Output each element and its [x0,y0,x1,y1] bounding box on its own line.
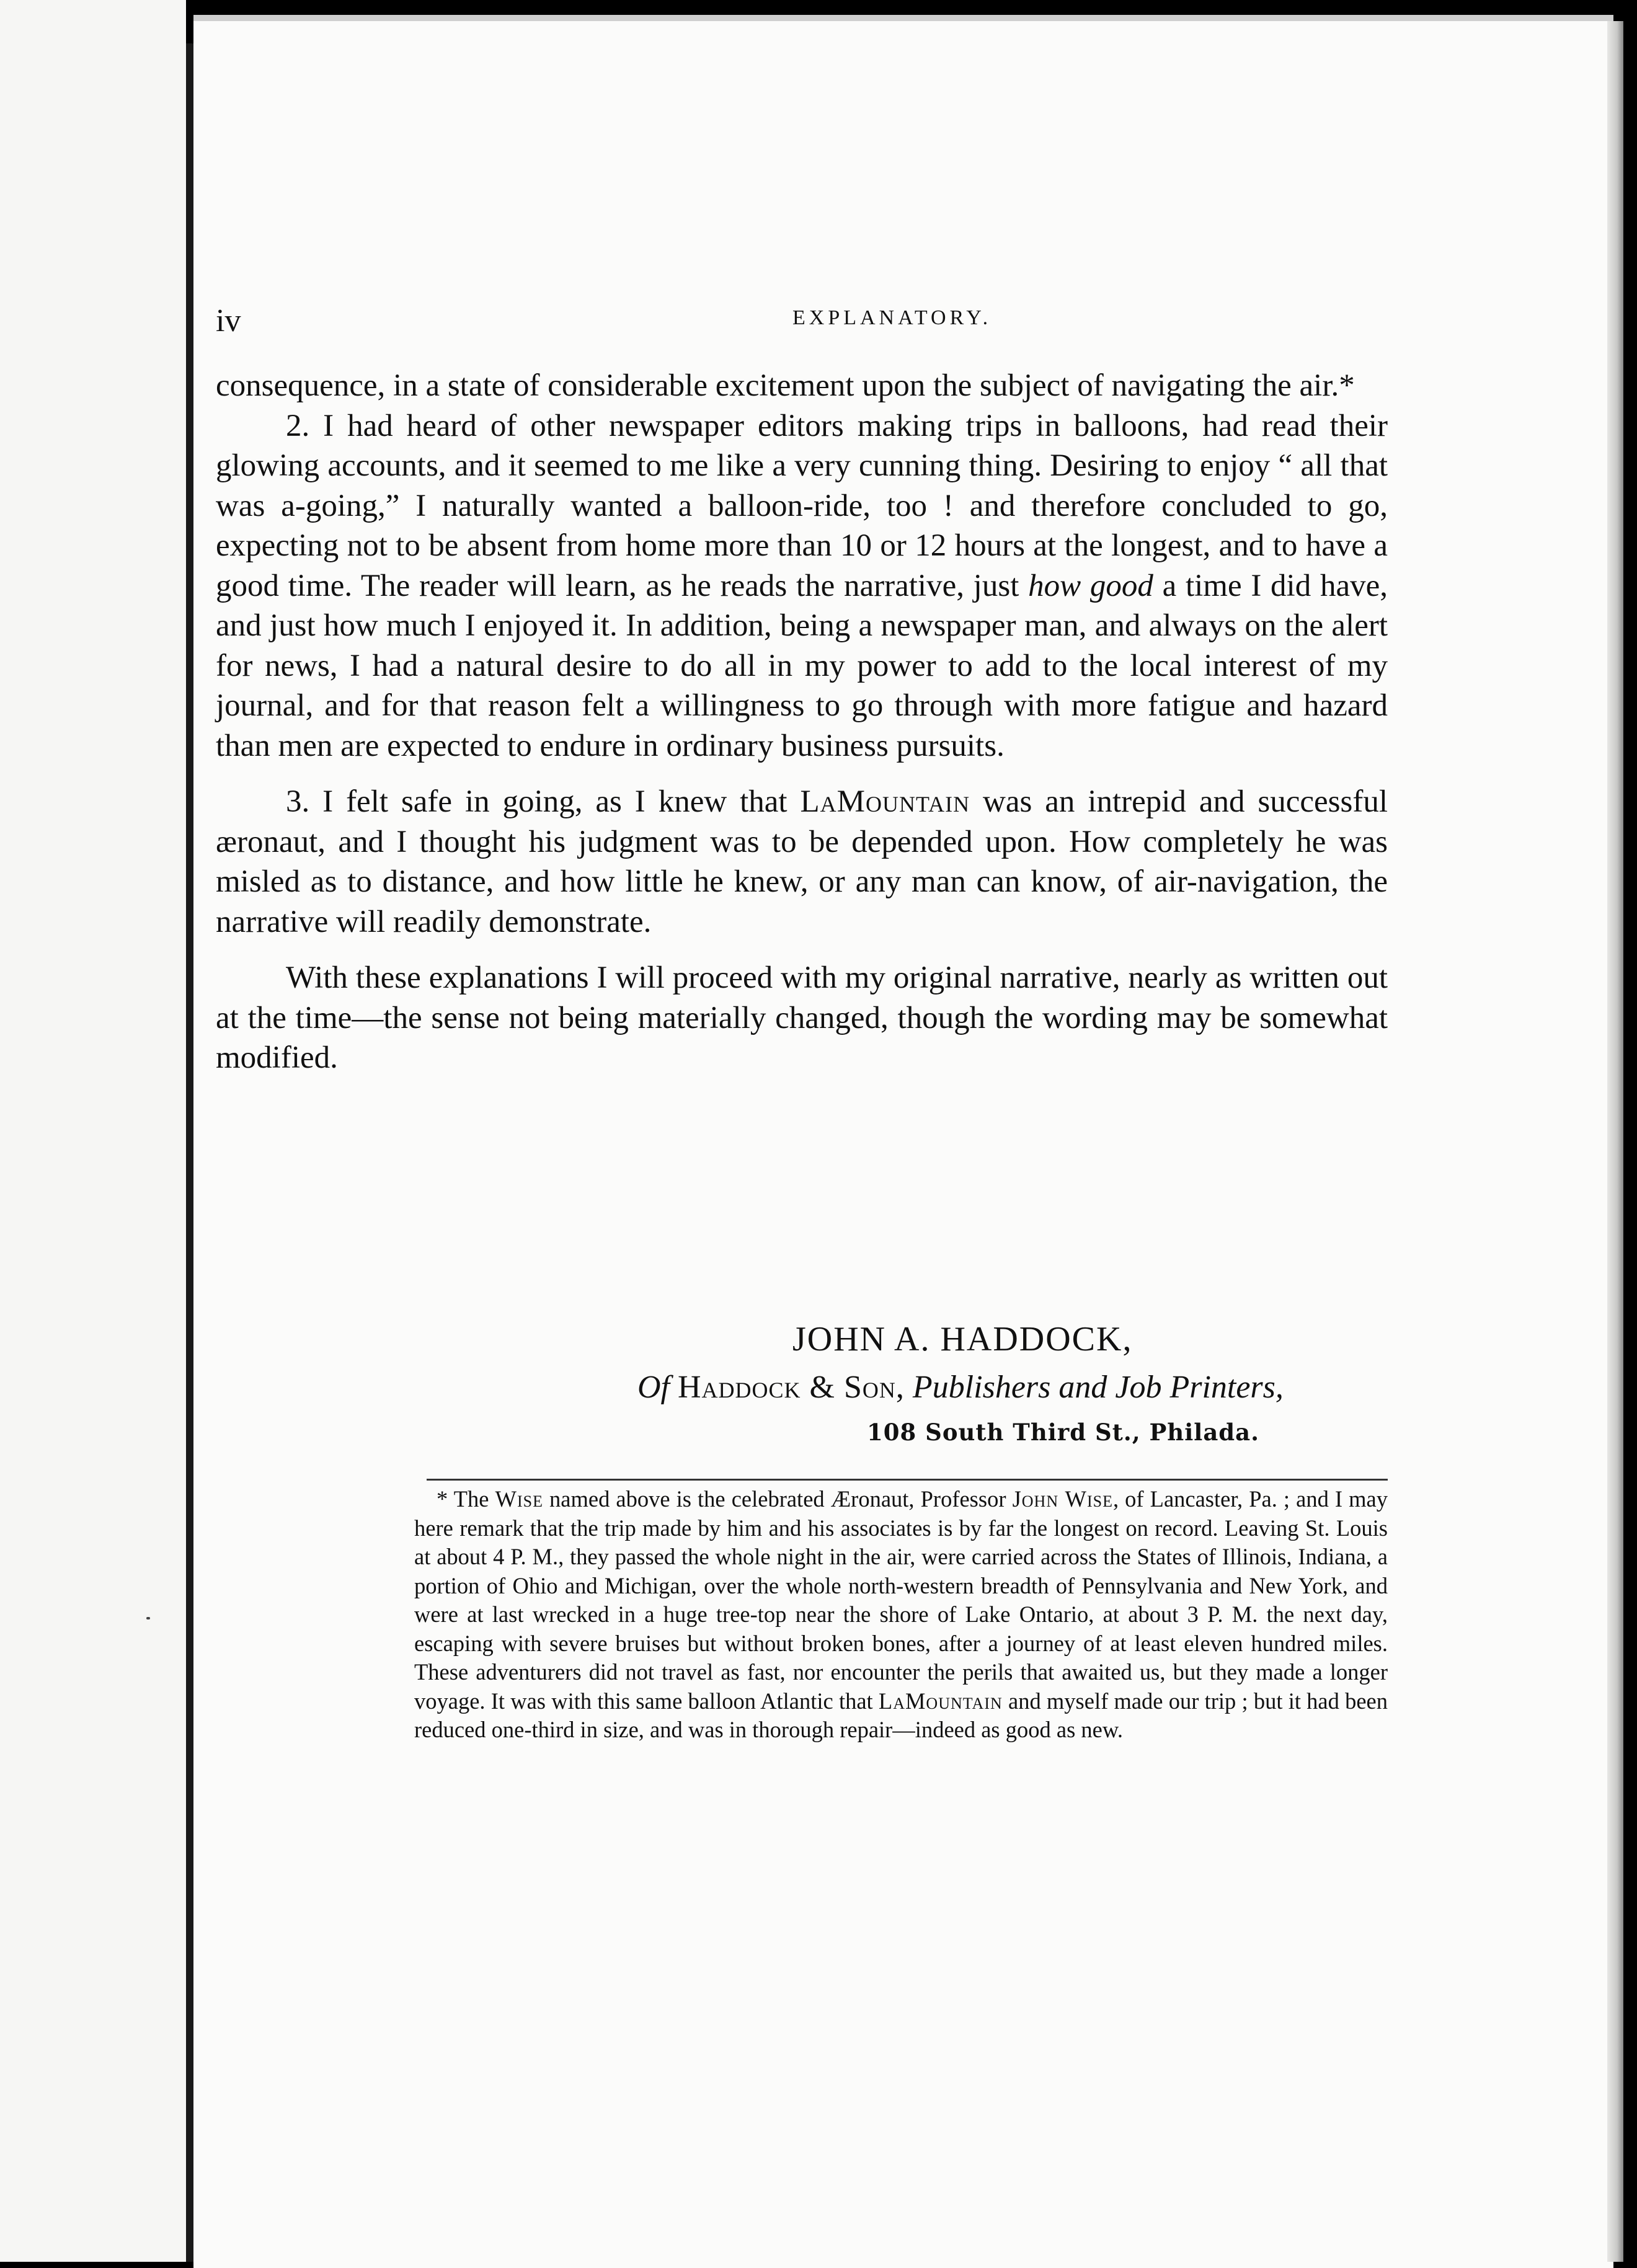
signature-name: JOHN A. HADDOCK, [792,1320,1133,1358]
footnote-lamountain: LaMountain [878,1688,1003,1714]
paragraph-3-rest: was an intrepid and successful æronaut, and I thought his judgment was to be depended upon. How completely he was misled as to distance, and how little he knew, or any man can know, of air-navigation, the narrative will readily demonstrate. [216,784,1388,939]
paragraph-4: With these explanations I will proceed with my original narrative, nearly as written out at the time—the sense not being materially changed, though the wording may be somewhat modified. [216,960,1388,1075]
gutter-shadow [186,43,193,2262]
paragraph-2 [216,406,1388,766]
signature-firm [637,1369,1284,1406]
signature-firm-role: Publishers and Job Printers, [912,1370,1284,1405]
footnote-part-3: and myself made our trip ; but it had been reduced one-third in size, and was in thorough repair—indeed as good as new. [414,1688,1388,1742]
footnote-professor: John Wise [1012,1486,1113,1512]
paragraph-continuation: consequence, in a state of considerable excitement upon the subject of navigating the air.* [216,368,1355,403]
facing-page-margin [0,0,186,2262]
book-page [193,15,1613,2268]
signature-address: 108 South Third St., Philada. [867,1419,1260,1446]
page-edge [1607,21,1623,2262]
footnote-star: * The [437,1486,489,1512]
footnote [414,1485,1388,1745]
paragraph-3-name: LaMountain [800,784,970,819]
page-number: iv [216,303,241,339]
page-header [216,298,1394,347]
footnote-rule [427,1479,1388,1481]
signature-firm-name: Haddock & Son, [678,1370,905,1405]
signature-block [216,1314,1388,1451]
paragraph-2-emphasis: how good [1028,568,1153,603]
paragraph-3 [216,782,1388,942]
body-text [216,366,1388,1078]
running-head: EXPLANATORY. [792,306,992,329]
footnote-wise: Wise [495,1486,543,1512]
paragraph-2-rest: a time I did have, and just how much I enjoyed it. In addition, being a newspaper man, and always on the alert for news, I had a natural desire to do all in my power to add to the local interest of my journal, and for that reason felt a willingness to go through with more fatigue and hazard than men are expected to endure in ordinary business pursuits. [216,568,1388,763]
footnote-part-1: named above is the celebrated Æronaut, Professor [543,1486,1013,1512]
footnote-text [414,1485,1388,1745]
margin-speck [146,1617,150,1619]
footnote-part-2: , of Lancaster, Pa. ; and I may here remark that the trip made by him and his associates is by far the longest on record. Leaving St. Louis at about 4 P. M., they passed the whole night in the air, were carried across the States of Illinois, Indiana, a portion of Ohio and Michigan, over the whole north-western breadth of Pennsylvania and New York, and were at last wrecked in a huge tree-top near the shore of Lake Ontario, at about 3 P. M. the next day, escaping with severe bruises but without broken bones, after a journey of at least eleven hundred miles. These adventurers did not travel as fast, nor encounter the perils that awaited us, but they made a longer voyage. It was with this same balloon Atlantic that [414,1486,1388,1714]
signature-of: Of [637,1370,670,1405]
paragraph-2-text: 2. I had heard of other newspaper editors making trips in balloons, had read their glowing accounts, and it seemed to me like a very cunning thing. Desiring to enjoy “ all that was a-going,” I naturally wanted a balloon-ride, too ! and therefore concluded to go, expecting not to be absent from home more than 10 or 12 hours at the longest, and to have a good time. The reader will learn, as he reads the narrative, just [216,408,1388,603]
paragraph-3-text: 3. I felt safe in going, as I knew that [286,784,801,819]
